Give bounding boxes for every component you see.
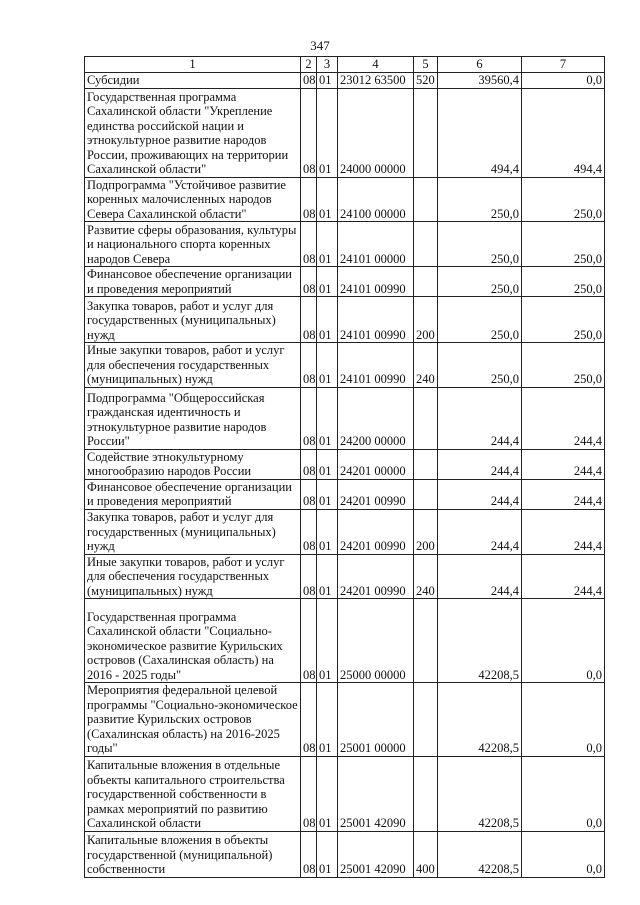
section-code-cell: 08	[301, 177, 317, 222]
target-article-cell: 24101 00990	[338, 267, 414, 297]
table-row	[85, 343, 605, 388]
expense-type-cell: 240	[414, 343, 438, 388]
amount-year1-cell: 244,4	[438, 387, 522, 449]
target-article-cell: 24201 00990	[338, 509, 414, 554]
amount-year1-cell: 244,4	[438, 479, 522, 509]
expense-type-cell	[414, 479, 438, 509]
amount-year2-cell: 250,0	[522, 222, 605, 267]
expense-type-cell	[414, 683, 438, 757]
table-row	[85, 554, 605, 599]
amount-year1-cell: 42208,5	[438, 683, 522, 757]
section-code-cell: 08	[301, 297, 317, 343]
row-name-cell: Государственная программа Сахалинской области "Социально-экономическое развитие Курильских островов (Сахалинская область) на 2016 - 2025 годы"	[85, 599, 301, 683]
table-body	[85, 73, 605, 878]
target-article-cell: 24000 00000	[338, 88, 414, 177]
amount-year2-cell: 244,4	[522, 554, 605, 599]
row-name-cell: Иные закупки товаров, работ и услуг для обеспечения государственных (муниципальных) нужд	[85, 343, 301, 388]
expense-type-cell	[414, 88, 438, 177]
section-code-cell: 08	[301, 267, 317, 297]
table-row	[85, 599, 605, 683]
table-row	[85, 449, 605, 479]
row-name-cell: Подпрограмма "Общероссийская гражданская идентичность и этнокультурное развитие народов России"	[85, 387, 301, 449]
subsection-code-cell: 01	[317, 683, 338, 757]
target-article-cell: 24100 00000	[338, 177, 414, 222]
expense-type-cell: 400	[414, 831, 438, 877]
amount-year2-cell: 244,4	[522, 387, 605, 449]
subsection-code-cell: 01	[317, 599, 338, 683]
section-code-cell: 08	[301, 343, 317, 388]
amount-year1-cell: 39560,4	[438, 73, 522, 89]
row-name-cell: Финансовое обеспечение организации и проведения мероприятий	[85, 267, 301, 297]
column-header: 6	[438, 57, 522, 73]
row-name-cell: Подпрограмма "Устойчивое развитие коренных малочисленных народов Севера Сахалинской области"	[85, 177, 301, 222]
expense-type-cell: 240	[414, 554, 438, 599]
section-code-cell: 08	[301, 222, 317, 267]
column-header: 2	[301, 57, 317, 73]
amount-year1-cell: 42208,5	[438, 599, 522, 683]
column-header: 1	[85, 57, 301, 73]
expense-type-cell	[414, 599, 438, 683]
section-code-cell: 08	[301, 599, 317, 683]
expense-type-cell: 520	[414, 73, 438, 89]
section-code-cell: 08	[301, 509, 317, 554]
target-article-cell: 25001 42090	[338, 756, 414, 831]
amount-year1-cell: 494,4	[438, 88, 522, 177]
subsection-code-cell: 01	[317, 756, 338, 831]
row-name-cell: Развитие сферы образования, культуры и национального спорта коренных народов Севера	[85, 222, 301, 267]
amount-year2-cell: 250,0	[522, 297, 605, 343]
amount-year2-cell: 0,0	[522, 599, 605, 683]
row-name-cell: Капитальные вложения в объекты государственной (муниципальной) собственности	[85, 831, 301, 877]
amount-year1-cell: 244,4	[438, 449, 522, 479]
table-row	[85, 479, 605, 509]
amount-year2-cell: 244,4	[522, 449, 605, 479]
target-article-cell: 24201 00990	[338, 554, 414, 599]
expense-type-cell: 200	[414, 509, 438, 554]
amount-year2-cell: 250,0	[522, 177, 605, 222]
subsection-code-cell: 01	[317, 267, 338, 297]
page-number: 347	[310, 38, 330, 53]
expense-type-cell: 200	[414, 297, 438, 343]
table-row	[85, 73, 605, 89]
table-row	[85, 297, 605, 343]
section-code-cell: 08	[301, 387, 317, 449]
expense-type-cell	[414, 449, 438, 479]
subsection-code-cell: 01	[317, 222, 338, 267]
table-header-row	[85, 57, 605, 73]
row-name-cell: Мероприятия федеральной целевой программы "Социально-экономическое развитие Курильских островов (Сахалинская область) на 2016-2025 годы"	[85, 683, 301, 757]
amount-year2-cell: 250,0	[522, 343, 605, 388]
table-row	[85, 88, 605, 177]
expense-type-cell	[414, 267, 438, 297]
amount-year1-cell: 250,0	[438, 222, 522, 267]
amount-year1-cell: 250,0	[438, 267, 522, 297]
amount-year1-cell: 42208,5	[438, 831, 522, 877]
amount-year2-cell: 0,0	[522, 831, 605, 877]
amount-year1-cell: 250,0	[438, 343, 522, 388]
column-header: 3	[317, 57, 338, 73]
subsection-code-cell: 01	[317, 88, 338, 177]
amount-year1-cell: 244,4	[438, 554, 522, 599]
subsection-code-cell: 01	[317, 73, 338, 89]
target-article-cell: 24101 00000	[338, 222, 414, 267]
table-row	[85, 831, 605, 877]
target-article-cell: 24201 00000	[338, 449, 414, 479]
row-name-cell: Закупка товаров, работ и услуг для государственных (муниципальных) нужд	[85, 297, 301, 343]
amount-year2-cell: 244,4	[522, 509, 605, 554]
amount-year1-cell: 250,0	[438, 297, 522, 343]
amount-year1-cell: 244,4	[438, 509, 522, 554]
subsection-code-cell: 01	[317, 479, 338, 509]
subsection-code-cell: 01	[317, 343, 338, 388]
column-header: 4	[338, 57, 414, 73]
target-article-cell: 23012 63500	[338, 73, 414, 89]
table-row	[85, 756, 605, 831]
target-article-cell: 24101 00990	[338, 343, 414, 388]
subsection-code-cell: 01	[317, 554, 338, 599]
table-row	[85, 683, 605, 757]
amount-year1-cell: 250,0	[438, 177, 522, 222]
row-name-cell: Закупка товаров, работ и услуг для государственных (муниципальных) нужд	[85, 509, 301, 554]
subsection-code-cell: 01	[317, 387, 338, 449]
table-row	[85, 222, 605, 267]
expense-type-cell	[414, 756, 438, 831]
target-article-cell: 25001 42090	[338, 831, 414, 877]
subsection-code-cell: 01	[317, 509, 338, 554]
column-header: 7	[522, 57, 605, 73]
section-code-cell: 08	[301, 73, 317, 89]
amount-year2-cell: 0,0	[522, 73, 605, 89]
target-article-cell: 24200 00000	[338, 387, 414, 449]
section-code-cell: 08	[301, 88, 317, 177]
table-row	[85, 177, 605, 222]
target-article-cell: 25001 00000	[338, 683, 414, 757]
amount-year2-cell: 244,4	[522, 479, 605, 509]
expense-type-cell	[414, 387, 438, 449]
table-row	[85, 267, 605, 297]
table-row	[85, 387, 605, 449]
row-name-cell: Финансовое обеспечение организации и проведения мероприятий	[85, 479, 301, 509]
section-code-cell: 08	[301, 831, 317, 877]
expense-type-cell	[414, 177, 438, 222]
target-article-cell: 24201 00990	[338, 479, 414, 509]
section-code-cell: 08	[301, 554, 317, 599]
target-article-cell: 24101 00990	[338, 297, 414, 343]
amount-year2-cell: 0,0	[522, 756, 605, 831]
amount-year2-cell: 250,0	[522, 267, 605, 297]
budget-table	[84, 56, 605, 878]
amount-year2-cell: 494,4	[522, 88, 605, 177]
column-header: 5	[414, 57, 438, 73]
section-code-cell: 08	[301, 756, 317, 831]
target-article-cell: 25000 00000	[338, 599, 414, 683]
row-name-cell: Государственная программа Сахалинской области "Укрепление единства российской нации и этнокультурное развитие народов России, проживающих на территории Сахалинской области"	[85, 88, 301, 177]
section-code-cell: 08	[301, 683, 317, 757]
subsection-code-cell: 01	[317, 297, 338, 343]
table-row	[85, 509, 605, 554]
subsection-code-cell: 01	[317, 449, 338, 479]
amount-year2-cell: 0,0	[522, 683, 605, 757]
row-name-cell: Капитальные вложения в отдельные объекты капитального строительства государственной собственности в рамках мероприятий по развитию Сахалинской области	[85, 756, 301, 831]
section-code-cell: 08	[301, 449, 317, 479]
expense-type-cell	[414, 222, 438, 267]
row-name-cell: Субсидии	[85, 73, 301, 89]
amount-year1-cell: 42208,5	[438, 756, 522, 831]
section-code-cell: 08	[301, 479, 317, 509]
subsection-code-cell: 01	[317, 177, 338, 222]
row-name-cell: Иные закупки товаров, работ и услуг для обеспечения государственных (муниципальных) нужд	[85, 554, 301, 599]
row-name-cell: Содействие этнокультурному многообразию народов России	[85, 449, 301, 479]
subsection-code-cell: 01	[317, 831, 338, 877]
